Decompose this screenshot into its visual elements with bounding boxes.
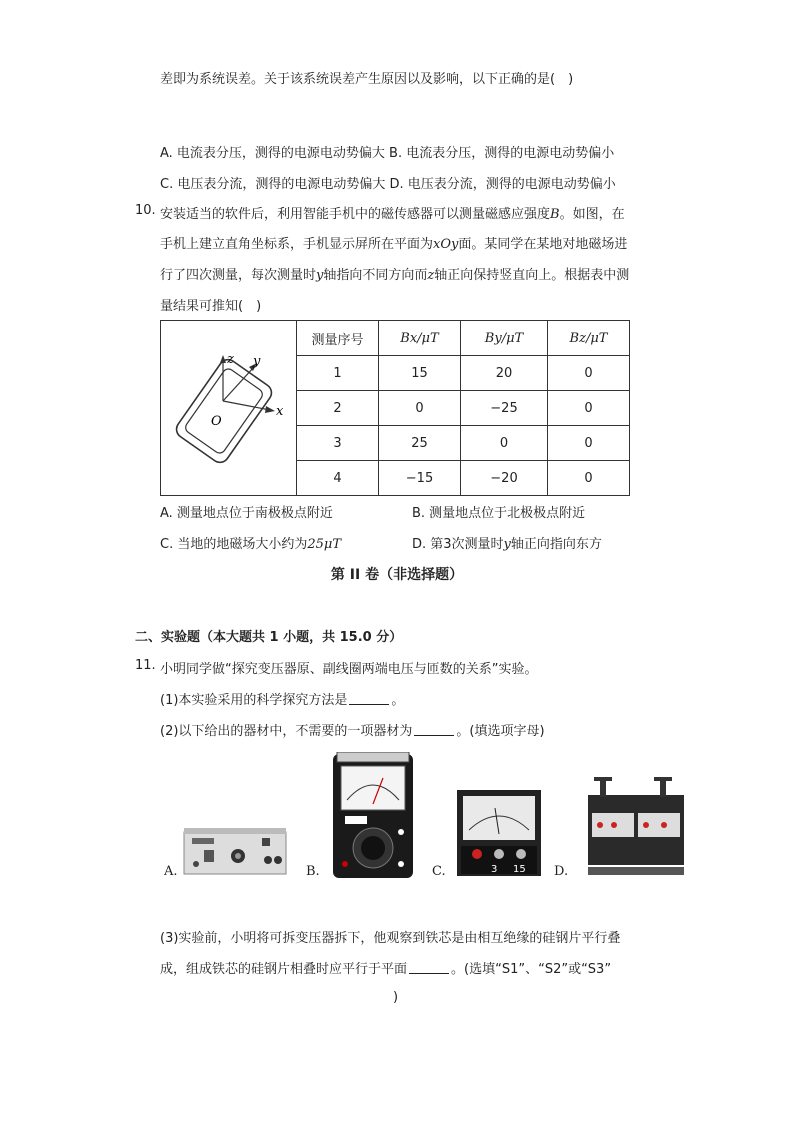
phone-outline bbox=[173, 356, 275, 466]
origin-label: O bbox=[211, 414, 222, 429]
q11-sub3-line1: (3)实验前，小明将可拆变压器拆下，他观察到铁芯是由相互绝缘的硅钢片平行叠 bbox=[160, 931, 621, 946]
part2-heading: 第 II 卷（非选择题） bbox=[330, 567, 464, 583]
q11-sub3-line2: 成，组成铁芯的硅钢片相叠时应平行于平面 。(选填“S1”、“S2”或“S3” bbox=[160, 962, 612, 977]
power-supply-image bbox=[180, 820, 290, 880]
answer-blank bbox=[414, 723, 454, 736]
q11-sub1: (1)本实验采用的科学探究方法是 。 bbox=[160, 693, 405, 708]
multimeter-image bbox=[331, 752, 415, 880]
svg-text:15: 15 bbox=[513, 864, 526, 875]
table-cell: 0 bbox=[548, 461, 630, 496]
table-cell: 0 bbox=[548, 356, 630, 391]
z-axis-label: z bbox=[227, 352, 234, 367]
table-header: By/μT bbox=[461, 321, 548, 356]
q10-stem-line4: 量结果可推知( ) bbox=[160, 299, 262, 314]
table-header: 测量序号 bbox=[297, 321, 379, 356]
y-axis-label: y bbox=[253, 354, 261, 369]
table-cell: 20 bbox=[461, 356, 548, 391]
voltmeter-image bbox=[455, 788, 543, 878]
equipment-label-b: B. bbox=[306, 864, 320, 879]
q10-option-c: C. 当地的地磁场大小约为25μT bbox=[160, 537, 342, 552]
table-cell: 0 bbox=[548, 391, 630, 426]
table-cell: 3 bbox=[297, 426, 379, 461]
table-header: Bx/μT bbox=[379, 321, 461, 356]
table-cell: 1 bbox=[297, 356, 379, 391]
q10-option-d: D. 第3次测量时y轴正向指向东方 bbox=[412, 537, 602, 552]
q10-stem-line3: 行了四次测量，每次测量时y轴指向不同方向而z轴正向保持竖直向上。根据表中测 bbox=[160, 268, 630, 283]
equipment-label-c: C. bbox=[432, 864, 446, 879]
q11-sub3-line3: ) bbox=[393, 990, 399, 1005]
table-cell: −25 bbox=[461, 391, 548, 426]
transformer-image bbox=[580, 773, 692, 879]
answer-blank bbox=[349, 692, 389, 705]
table-cell: 4 bbox=[297, 461, 379, 496]
q10-option-b: B. 测量地点位于北极极点附近 bbox=[412, 506, 586, 521]
section-heading: 二、实验题（本大题共 1 小题，共 15.0 分） bbox=[135, 630, 403, 645]
q9-options-row2: C. 电压表分流，测得的电源电动势偏大 D. 电压表分流，测得的电源电动势偏小 bbox=[160, 177, 616, 192]
equipment-label-d: D. bbox=[554, 864, 569, 879]
equipment-label-a: A. bbox=[164, 864, 178, 879]
continued-question-text: 差即为系统误差。关于该系统误差产生原因以及影响，以下正确的是( ) bbox=[160, 72, 574, 87]
table-cell: 25 bbox=[379, 426, 461, 461]
q9-options-row1: A. 电流表分压，测得的电源电动势偏大 B. 电流表分压，测得的电源电动势偏小 bbox=[160, 146, 615, 161]
table-cell: 0 bbox=[461, 426, 548, 461]
table-cell: 0 bbox=[548, 426, 630, 461]
phone-coordinate-diagram bbox=[161, 321, 296, 491]
phone-screen bbox=[183, 367, 264, 456]
table-cell: −20 bbox=[461, 461, 548, 496]
q11-intro: 小明同学做“探究变压器原、副线圈两端电压与匝数的关系”实验。 bbox=[160, 662, 538, 677]
answer-blank bbox=[409, 961, 449, 974]
phone-axes-figure bbox=[161, 321, 297, 496]
table-cell: 2 bbox=[297, 391, 379, 426]
table-cell: 0 bbox=[379, 391, 461, 426]
table-cell: 15 bbox=[379, 356, 461, 391]
table-header: Bz/μT bbox=[548, 321, 630, 356]
measurement-table bbox=[160, 320, 630, 496]
q10-option-a: A. 测量地点位于南极极点附近 bbox=[160, 506, 333, 521]
q10-stem-line1: 安装适当的软件后，利用智能手机中的磁传感器可以测量磁感应强度B。如图，在 bbox=[160, 207, 625, 222]
q10-stem-line2: 手机上建立直角坐标系，手机显示屏所在平面为xOy面。某同学在某地对地磁场进 bbox=[160, 237, 628, 252]
q10-number: 10. bbox=[135, 203, 156, 218]
q11-number: 11. bbox=[135, 658, 156, 673]
x-axis-label: x bbox=[276, 404, 284, 419]
svg-text:3: 3 bbox=[491, 864, 498, 875]
table-cell: −15 bbox=[379, 461, 461, 496]
q11-sub2: (2)以下给出的器材中，不需要的一项器材为 。(填选项字母) bbox=[160, 724, 545, 739]
